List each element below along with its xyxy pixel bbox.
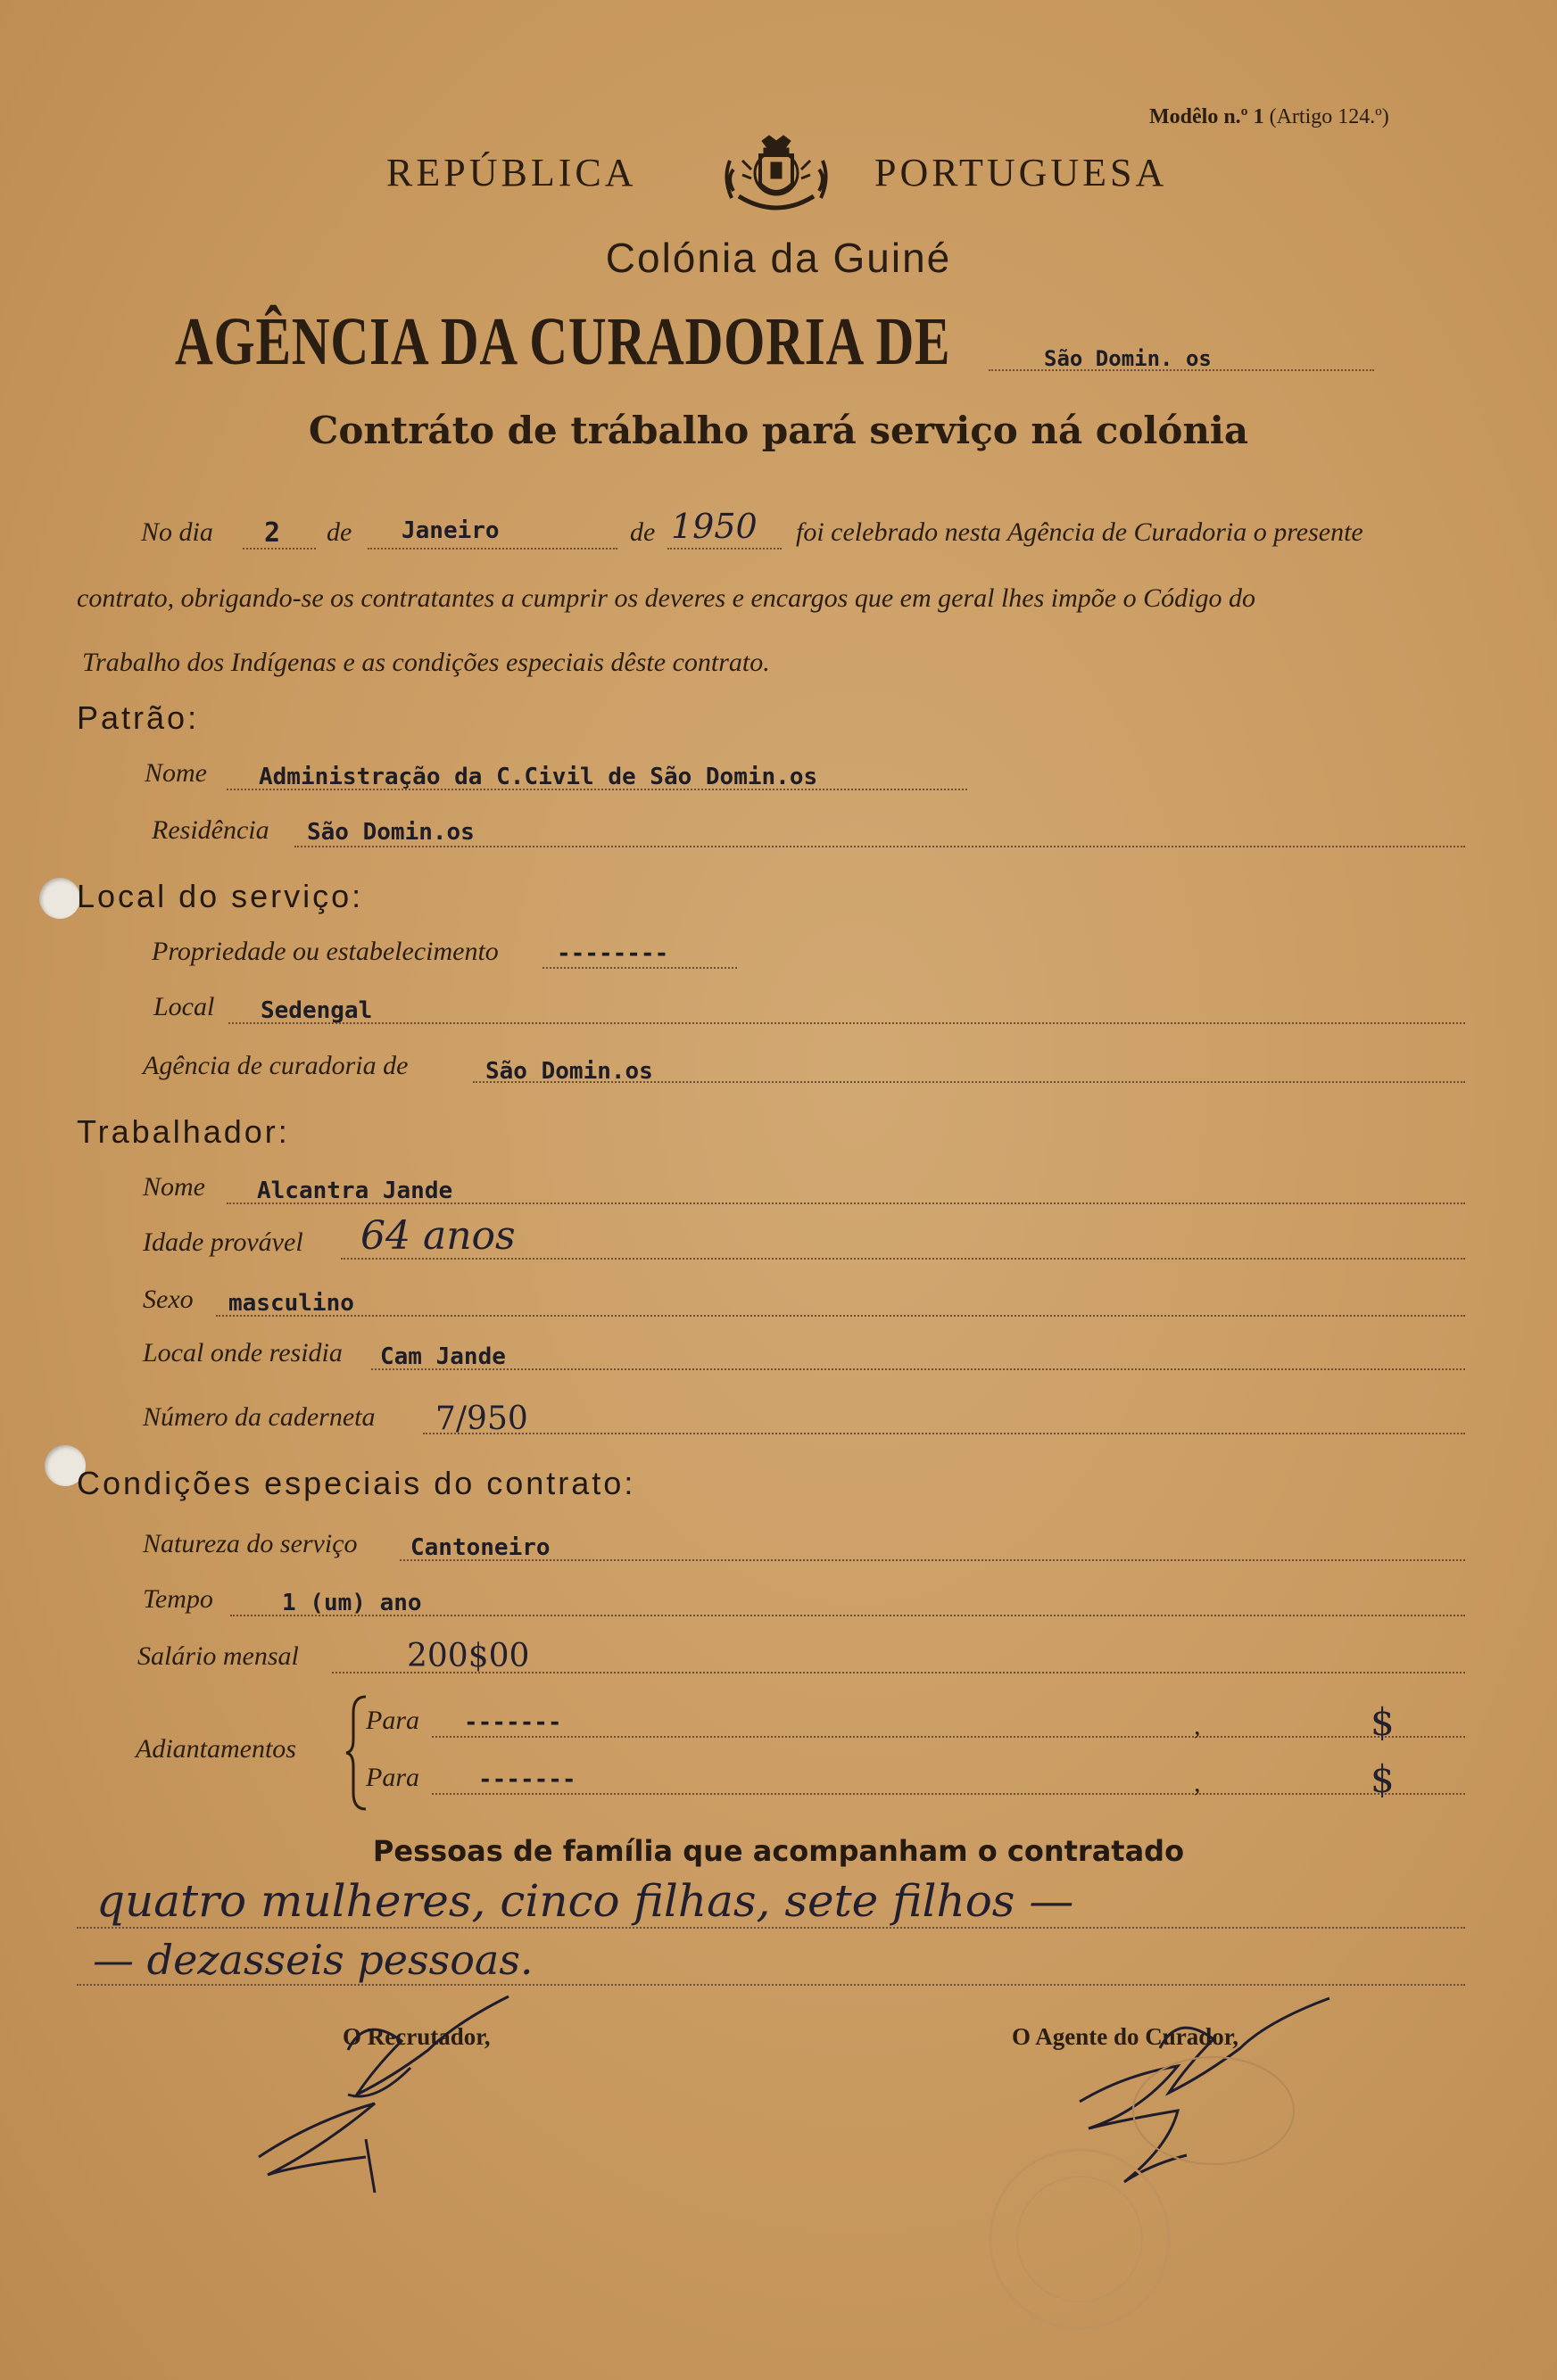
- para-1-label: Para: [366, 1706, 419, 1735]
- worker-residence-dotted-line: [371, 1368, 1465, 1370]
- intro-line-3: Trabalho dos Indígenas e as condições especiais dêste contrato.: [82, 648, 770, 677]
- year-dotted-line: [667, 548, 782, 550]
- punch-hole-upper: [39, 878, 80, 919]
- booklet-value: 7/950: [435, 1401, 528, 1437]
- trabalhador-heading: Trabalhador:: [77, 1113, 290, 1150]
- intro-text-a: No dia: [141, 517, 213, 547]
- service-nature-dotted-line: [400, 1559, 1465, 1561]
- worker-residence-value: Cam Jande: [380, 1343, 506, 1370]
- model-number: Modêlo n.º 1: [1149, 105, 1264, 128]
- time-value: 1 (um) ano: [282, 1590, 422, 1616]
- family-line-2-dotted: [77, 1984, 1465, 1986]
- worker-age-value: 64 anos: [360, 1213, 516, 1259]
- family-heading: Pessoas de família que acompanham o contratado: [372, 1834, 1185, 1868]
- property-dotted-line: [542, 967, 737, 969]
- agent-label: O Agente do Curador,: [1012, 2023, 1239, 2050]
- worker-age-label: Idade provável: [143, 1227, 303, 1257]
- patrao-heading: Patrão:: [77, 699, 200, 736]
- patrao-residence-value: São Domin.os: [307, 819, 475, 846]
- contract-title: Contráto de trábalho pará serviço ná colónia: [308, 409, 1249, 452]
- recruiter-signature-icon: [241, 1987, 580, 2193]
- worker-residence-label: Local onde residia: [143, 1338, 343, 1368]
- worker-sex-label: Sexo: [143, 1285, 194, 1314]
- patrao-residence-label: Residência: [152, 815, 269, 845]
- local-value: Sedengal: [261, 997, 373, 1024]
- para-1-dotted-line: [432, 1736, 1465, 1738]
- agency-name-value: São Domin. os: [1044, 346, 1212, 371]
- intro-text-d: foi celebrado nesta Agência de Curadoria o presente: [796, 517, 1363, 547]
- worker-name-label: Nome: [143, 1172, 205, 1202]
- para-1-comma: ,: [1194, 1711, 1201, 1740]
- para-2-comma: ,: [1194, 1768, 1201, 1797]
- booklet-label: Número da caderneta: [143, 1402, 376, 1432]
- para-2-currency: $: [1371, 1757, 1395, 1801]
- month-dotted-line: [368, 548, 617, 550]
- service-nature-label: Natureza do serviço: [143, 1529, 358, 1558]
- intro-line-2: contrato, obrigando-se os contratantes a cumprir os deveres e encargos que em geral lhes impõe o Código do: [77, 583, 1255, 613]
- embossed-seal-icon: [964, 2141, 1196, 2337]
- recruiter-label: O Recrutador,: [343, 2023, 491, 2050]
- patrao-name-value: Administração da C.Civil de São Domin.os: [259, 764, 818, 790]
- agency-heading: AGÊNCIA DA CURADORIA DE: [175, 304, 951, 379]
- condicoes-heading: Condições especiais do contrato:: [77, 1465, 636, 1501]
- month-value: Janeiro: [402, 517, 500, 544]
- local-label: Local: [153, 992, 215, 1021]
- booklet-dotted-line: [423, 1433, 1465, 1434]
- intro-text-b: de: [327, 517, 352, 547]
- worker-sex-value: masculino: [228, 1290, 354, 1317]
- coat-of-arms-icon: [725, 134, 828, 219]
- family-line-2: — dezasseis pessoas.: [93, 1936, 534, 1984]
- colony-name: Colónia da Guiné: [605, 235, 952, 281]
- para-2-dotted-line: [432, 1793, 1465, 1795]
- salary-value: 200$00: [407, 1638, 530, 1674]
- time-label: Tempo: [143, 1584, 213, 1614]
- para-2-value: -------: [478, 1766, 576, 1793]
- day-value: 2: [264, 517, 281, 549]
- property-value: --------: [557, 940, 669, 967]
- republic-left-text: REPÚBLICA: [386, 151, 637, 194]
- agency-curadoria-label: Agência de curadoria de: [143, 1051, 409, 1080]
- article-reference: (Artigo 124.º): [1269, 105, 1389, 128]
- advances-label: Adiantamentos: [136, 1734, 296, 1764]
- family-line-1-dotted: [77, 1927, 1465, 1929]
- family-line-1: quatro mulheres, cinco filhas, sete filhos —: [96, 1875, 1074, 1927]
- para-2-label: Para: [366, 1763, 419, 1792]
- para-1-value: -------: [464, 1709, 562, 1736]
- patrao-name-label: Nome: [145, 758, 207, 788]
- property-label: Propriedade ou estabelecimento: [152, 937, 499, 966]
- intro-text-c: de: [630, 517, 656, 547]
- worker-name-value: Alcantra Jande: [257, 1178, 453, 1204]
- local-servico-heading: Local do serviço:: [77, 878, 364, 914]
- service-nature-value: Cantoneiro: [410, 1534, 551, 1561]
- para-1-currency: $: [1371, 1700, 1395, 1744]
- year-value: 1950: [671, 507, 758, 546]
- model-reference: [1149, 105, 1389, 129]
- agency-curadoria-value: São Domin.os: [485, 1058, 653, 1085]
- patrao-residence-dotted-line: [294, 846, 1465, 847]
- worker-sex-dotted-line: [216, 1315, 1465, 1317]
- republic-right-text: PORTUGUESA: [874, 151, 1168, 194]
- local-dotted-line: [228, 1022, 1465, 1024]
- salary-label: Salário mensal: [137, 1641, 299, 1671]
